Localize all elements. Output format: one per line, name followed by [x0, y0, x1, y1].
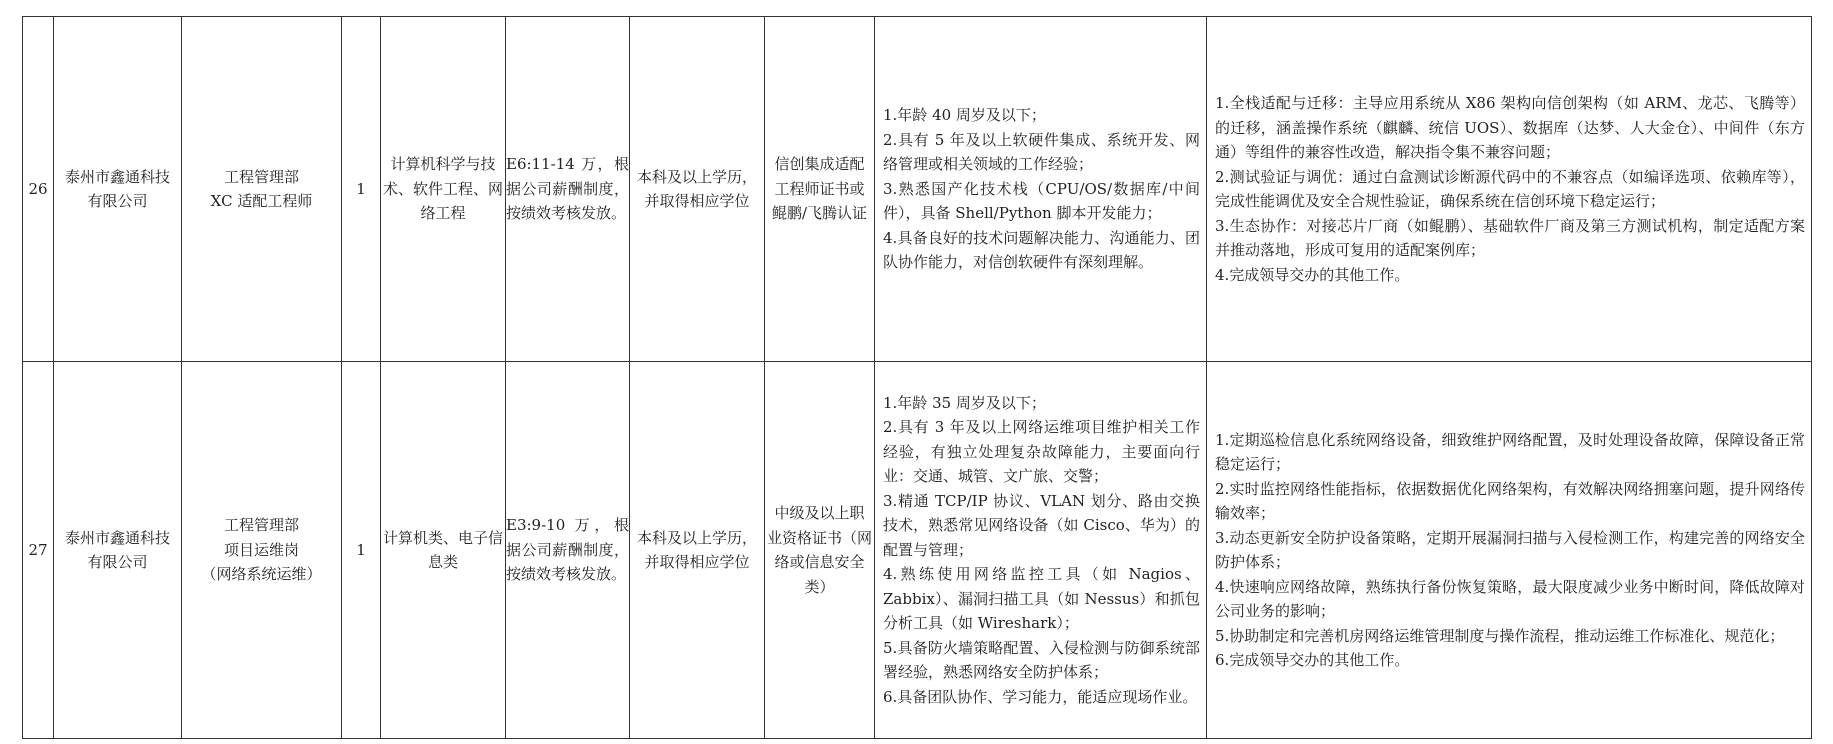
major-cell: 计算机科学与技 术、软件工程、网 络工程 — [381, 17, 506, 362]
duty-item: 1.定期巡检信息化系统网络设备，细致维护网络配置，及时处理设备故障，保障设备正常稳定运行； — [1215, 430, 1805, 473]
requirement-item: 5.具备防火墙策略配置、入侵检测与防御系统部署经验，熟悉网络安全防护体系； — [883, 638, 1200, 682]
requirements-cell — [875, 362, 1207, 739]
duty-item: 3.生态协作：对接芯片厂商（如鲲鹏）、基础软件厂商及第三方测试机构，制定适配方案并推动落地，形成可复用的适配案例库； — [1215, 216, 1805, 259]
requirement-item: 1.年龄 35 周岁及以下； — [883, 393, 1046, 412]
requirement-item: 4.具备良好的技术问题解决能力、沟通能力、团队协作能力，对信创软硬件有深刻理解。 — [883, 228, 1200, 272]
company-cell: 泰州市鑫通科技 有限公司 — [54, 362, 182, 739]
requirements-cell — [875, 17, 1207, 362]
headcount-cell: 1 — [342, 362, 381, 739]
duty-item: 2.测试验证与调优：通过白盒测试诊断源代码中的不兼容点（如编译选项、依赖库等），完成性能调优及安全合规性验证，确保系统在信创环境下稳定运行； — [1215, 167, 1805, 210]
duty-item: 5.协助制定和完善机房网络运维管理制度与操作流程，推动运维工作标准化、规范化； — [1215, 626, 1785, 645]
duties-cell — [1207, 17, 1812, 362]
duties-list — [1207, 428, 1811, 673]
salary-cell: E3:9-10 万，根据公司薪酬制度，按绩效考核发放。 — [506, 362, 630, 739]
position-cell: 工程管理部 项目运维岗 （网络系统运维） — [182, 362, 342, 739]
headcount-cell: 1 — [342, 17, 381, 362]
duties-cell — [1207, 362, 1812, 739]
requirement-item: 3.熟悉国产化技术栈（CPU/OS/数据库/中间件），具备 Shell/Python 脚本开发能力； — [883, 179, 1200, 223]
duties-list — [1207, 91, 1811, 287]
row-index-cell: 27 — [23, 362, 54, 739]
salary-cell: E6:11-14 万，根据公司薪酬制度，按绩效考核发放。 — [506, 17, 630, 362]
company-cell: 泰州市鑫通科技 有限公司 — [54, 17, 182, 362]
certificate-cell: 中级及以上职 业资格证书（网 络或信息安全 类） — [765, 362, 875, 739]
requirement-item: 2.具有 3 年及以上网络运维项目维护相关工作经验，有独立处理复杂故障能力，主要面向行业：交通、城管、文广旅、交警； — [883, 418, 1200, 486]
table-row — [23, 362, 1812, 739]
job-posting-table — [22, 16, 1812, 739]
duty-item: 6.完成领导交办的其他工作。 — [1215, 651, 1410, 669]
duty-item: 3.动态更新安全防护设备策略，定期开展漏洞扫描与入侵检测工作，构建完善的网络安全防护体系； — [1215, 528, 1805, 571]
duty-item: 1.全栈适配与迁移：主导应用系统从 X86 架构向信创架构（如 ARM、龙芯、飞腾等）的迁移，涵盖操作系统（麒麟、统信 UOS）、数据库（达梦、人大金仓）、中间件（东方通）等组件的兼容性改造，解决指令集不兼容问题； — [1215, 94, 1805, 161]
duty-item: 2.实时监控网络性能指标，依据数据优化网络架构，有效解决网络拥塞问题，提升网络传输效率； — [1215, 479, 1805, 522]
position-cell: 工程管理部 XC 适配工程师 — [182, 17, 342, 362]
table-row — [23, 17, 1812, 362]
requirement-item: 1.年龄 40 周岁及以下； — [883, 106, 1046, 125]
education-cell: 本科及以上学历， 并取得相应学位 — [630, 362, 765, 739]
requirement-item: 3.精通 TCP/IP 协议、VLAN 划分、路由交换技术，熟悉常见网络设备（如 Cisco、华为）的配置与管理； — [883, 491, 1200, 559]
education-cell: 本科及以上学历， 并取得相应学位 — [630, 17, 765, 362]
requirement-item: 4.熟练使用网络监控工具（如 Nagios、Zabbix）、漏洞扫描工具（如 Nessus）和抓包分析工具（如 Wireshark）； — [883, 565, 1200, 633]
duty-item: 4.快速响应网络故障，熟练执行备份恢复策略，最大限度减少业务中断时间，降低故障对公司业务的影响； — [1215, 577, 1805, 620]
row-index-cell: 26 — [23, 17, 54, 362]
certificate-cell: 信创集成适配 工程师证书或 鲲鹏/飞腾认证 — [765, 17, 875, 362]
duty-item: 4.完成领导交办的其他工作。 — [1215, 265, 1410, 284]
requirements-list — [875, 103, 1206, 275]
requirements-list — [875, 391, 1206, 710]
major-cell: 计算机类、电子信 息类 — [381, 362, 506, 739]
requirement-item: 2.具有 5 年及以上软硬件集成、系统开发、网络管理或相关领域的工作经验； — [883, 130, 1200, 174]
requirement-item: 6.具备团队协作、学习能力，能适应现场作业。 — [883, 687, 1198, 706]
